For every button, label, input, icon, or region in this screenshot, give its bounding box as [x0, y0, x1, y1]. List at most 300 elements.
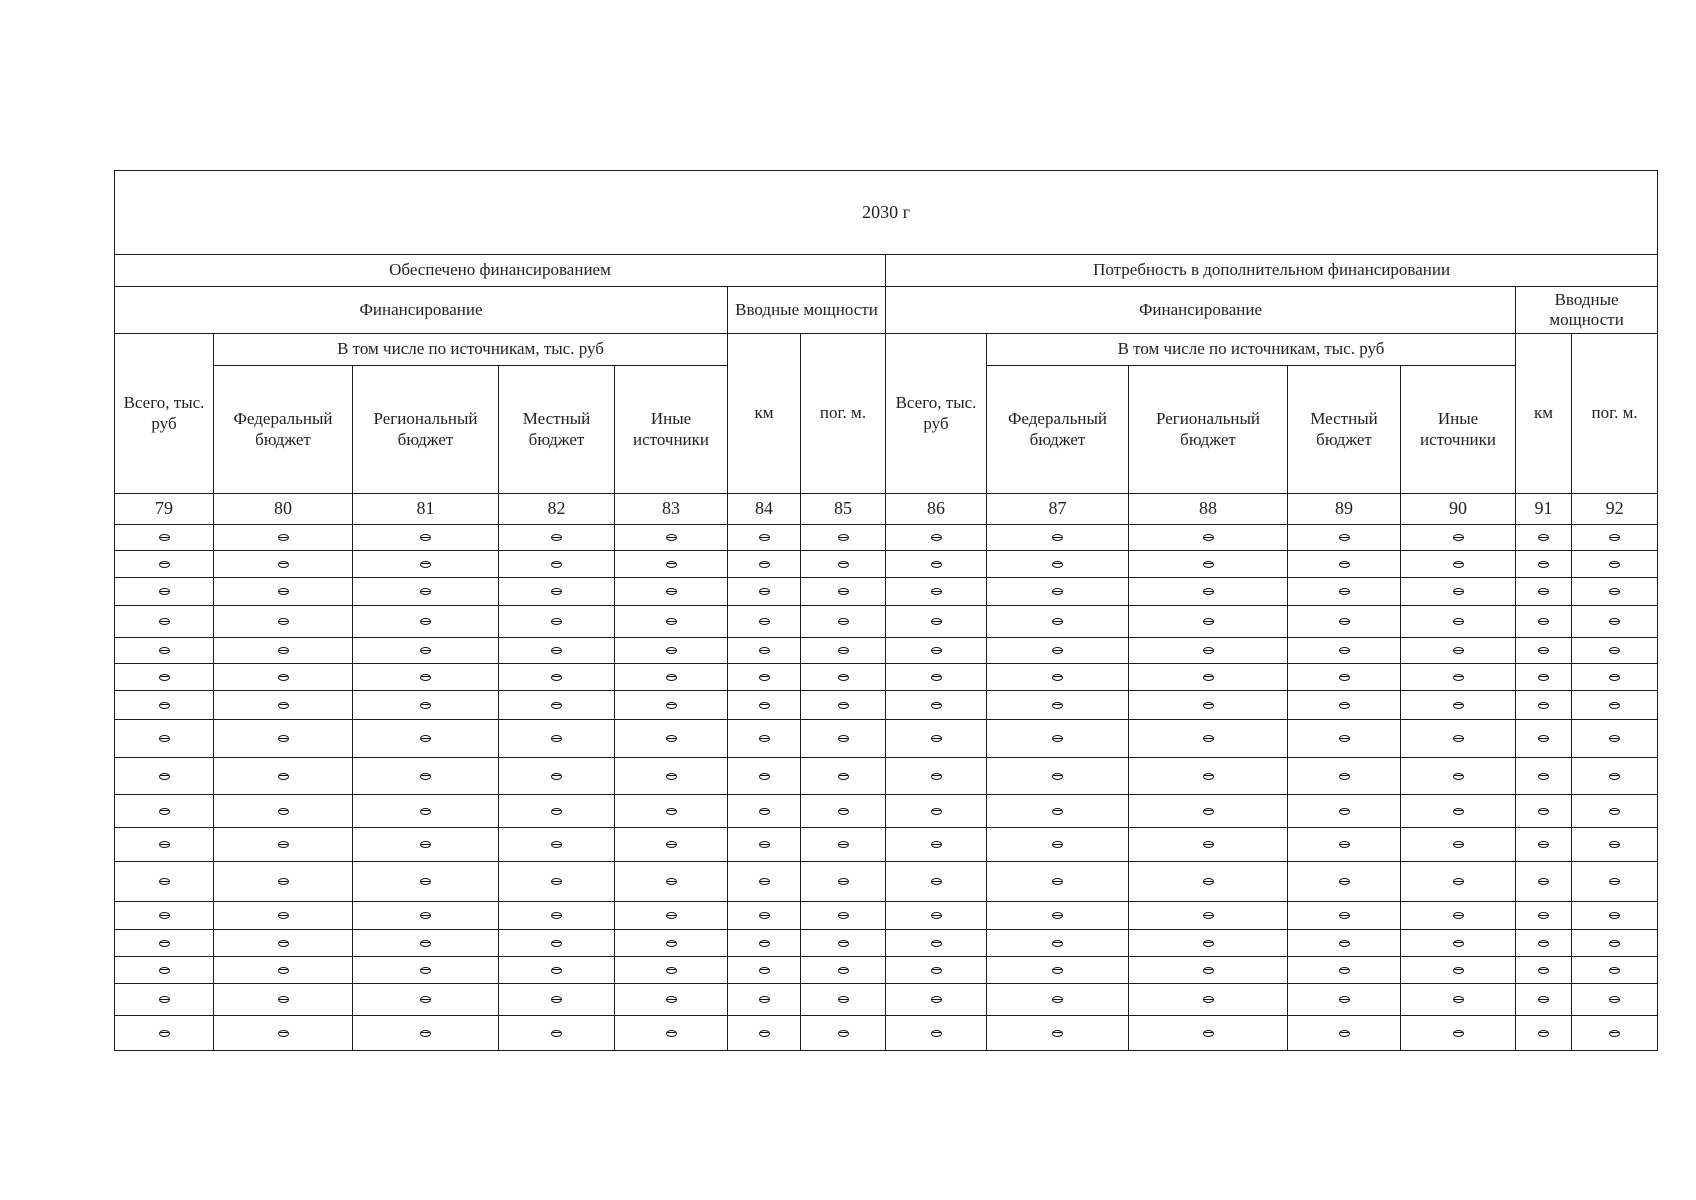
table-cell	[987, 828, 1129, 862]
table-cell	[886, 638, 987, 664]
table-cell	[801, 720, 886, 758]
column-number: 80	[214, 494, 353, 525]
table-row	[115, 578, 1658, 606]
table-cell	[1401, 525, 1516, 551]
dash-value	[838, 647, 849, 654]
dash-value	[838, 561, 849, 568]
dash-value	[159, 735, 170, 742]
dash-value	[1453, 674, 1464, 681]
table-cell	[214, 691, 353, 720]
column-number-row	[115, 494, 1658, 525]
dash-value	[1203, 878, 1214, 885]
table-cell	[728, 551, 801, 578]
table-cell	[1516, 525, 1572, 551]
dash-value	[551, 940, 562, 947]
table-cell	[987, 551, 1129, 578]
column-number: 90	[1401, 494, 1516, 525]
dash-value	[551, 912, 562, 919]
dash-value	[551, 647, 562, 654]
dash-value	[666, 808, 677, 815]
table-cell	[615, 606, 728, 638]
table-row	[115, 828, 1658, 862]
table-cell	[1516, 930, 1572, 957]
dash-value	[931, 808, 942, 815]
dash-value	[551, 996, 562, 1003]
table-cell	[115, 638, 214, 664]
dash-value	[1203, 561, 1214, 568]
financing-header-secured: Финансирование	[115, 287, 728, 334]
column-number: 81	[353, 494, 499, 525]
dash-value	[1339, 561, 1350, 568]
table-cell	[728, 984, 801, 1016]
dash-value	[1538, 878, 1549, 885]
table-cell	[115, 795, 214, 828]
dash-value	[759, 588, 770, 595]
table-cell	[115, 525, 214, 551]
dash-value	[551, 808, 562, 815]
dash-value	[1609, 841, 1620, 848]
column-number: 86	[886, 494, 987, 525]
dash-value	[159, 841, 170, 848]
dash-value	[159, 618, 170, 625]
dash-value	[1203, 996, 1214, 1003]
table-row	[115, 957, 1658, 984]
federal-header-additional: Федеральный бюджет	[987, 366, 1129, 494]
table-cell	[1288, 828, 1401, 862]
table-cell	[214, 720, 353, 758]
dash-value	[838, 674, 849, 681]
table-cell	[499, 758, 615, 795]
table-cell	[1288, 930, 1401, 957]
table-cell	[1288, 606, 1401, 638]
table-cell	[499, 957, 615, 984]
table-cell	[1288, 525, 1401, 551]
dash-value	[420, 674, 431, 681]
dash-value	[1538, 735, 1549, 742]
dash-value	[759, 841, 770, 848]
table-cell	[1572, 862, 1658, 902]
dash-value	[1052, 912, 1063, 919]
table-cell	[1401, 758, 1516, 795]
table-cell	[115, 578, 214, 606]
table-cell	[1572, 638, 1658, 664]
table-cell	[499, 795, 615, 828]
table-cell	[214, 578, 353, 606]
table-cell	[214, 862, 353, 902]
table-cell	[987, 930, 1129, 957]
dash-value	[1339, 588, 1350, 595]
table-cell	[801, 902, 886, 930]
table-cell	[1288, 664, 1401, 691]
table-cell	[615, 957, 728, 984]
dash-value	[1339, 967, 1350, 974]
dash-value	[278, 674, 289, 681]
table-cell	[1288, 957, 1401, 984]
table-row	[115, 691, 1658, 720]
dash-value	[1052, 841, 1063, 848]
dash-value	[420, 808, 431, 815]
table-cell	[499, 664, 615, 691]
dash-value	[551, 674, 562, 681]
dash-value	[931, 996, 942, 1003]
table-cell	[499, 578, 615, 606]
federal-header-secured: Федеральный бюджет	[214, 366, 353, 494]
table-cell	[353, 930, 499, 957]
table-cell	[1129, 862, 1288, 902]
table-cell	[615, 862, 728, 902]
table-cell	[499, 984, 615, 1016]
dash-value	[1453, 647, 1464, 654]
table-cell	[1129, 984, 1288, 1016]
dash-value	[1052, 534, 1063, 541]
table-cell	[115, 664, 214, 691]
dash-value	[931, 618, 942, 625]
table-cell	[728, 795, 801, 828]
dash-value	[159, 534, 170, 541]
table-row	[115, 551, 1658, 578]
dash-value	[551, 1030, 562, 1037]
dash-value	[420, 878, 431, 885]
dash-value	[838, 1030, 849, 1037]
dash-value	[931, 534, 942, 541]
dash-value	[1052, 808, 1063, 815]
dash-value	[1052, 996, 1063, 1003]
dash-value	[1453, 878, 1464, 885]
dash-value	[1203, 773, 1214, 780]
dash-value	[159, 1030, 170, 1037]
table-cell	[987, 664, 1129, 691]
table-cell	[115, 984, 214, 1016]
additional-financing-header: Потребность в дополнительном финансировании	[886, 255, 1658, 287]
dash-value	[666, 674, 677, 681]
dash-value	[666, 996, 677, 1003]
dash-value	[1609, 735, 1620, 742]
dash-value	[420, 940, 431, 947]
dash-value	[1339, 808, 1350, 815]
pog-m-header-additional: пог. м.	[1572, 334, 1658, 494]
table-cell	[801, 957, 886, 984]
table-cell	[1401, 606, 1516, 638]
table-cell	[353, 862, 499, 902]
table-cell	[615, 984, 728, 1016]
dash-value	[278, 773, 289, 780]
table-cell	[1401, 828, 1516, 862]
dash-value	[551, 841, 562, 848]
dash-value	[159, 647, 170, 654]
table-cell	[1129, 795, 1288, 828]
dash-value	[1453, 588, 1464, 595]
dash-value	[838, 841, 849, 848]
dash-value	[1203, 618, 1214, 625]
dash-value	[666, 561, 677, 568]
table-cell	[615, 795, 728, 828]
table-cell	[499, 551, 615, 578]
table-cell	[1288, 795, 1401, 828]
table-cell	[1572, 525, 1658, 551]
dash-value	[1609, 702, 1620, 709]
table-cell	[615, 551, 728, 578]
table-cell	[728, 862, 801, 902]
dash-value	[838, 967, 849, 974]
table-cell	[728, 957, 801, 984]
table-cell	[801, 578, 886, 606]
dash-value	[931, 647, 942, 654]
table-cell	[615, 828, 728, 862]
table-cell	[1401, 957, 1516, 984]
dash-value	[551, 878, 562, 885]
table-cell	[801, 551, 886, 578]
dash-value	[1453, 1030, 1464, 1037]
dash-value	[1538, 773, 1549, 780]
dash-value	[159, 674, 170, 681]
table-cell	[615, 664, 728, 691]
financing-table	[114, 170, 1658, 1051]
table-cell	[615, 638, 728, 664]
table-cell	[214, 525, 353, 551]
table-cell	[886, 1016, 987, 1051]
column-number: 83	[615, 494, 728, 525]
dash-value	[159, 912, 170, 919]
dash-value	[278, 940, 289, 947]
table-cell	[987, 606, 1129, 638]
dash-value	[666, 735, 677, 742]
dash-value	[666, 967, 677, 974]
table-cell	[499, 930, 615, 957]
dash-value	[1339, 674, 1350, 681]
table-row	[115, 606, 1658, 638]
table-cell	[115, 862, 214, 902]
dash-value	[1453, 967, 1464, 974]
dash-value	[1453, 996, 1464, 1003]
dash-value	[931, 773, 942, 780]
table-cell	[1401, 930, 1516, 957]
dash-value	[1339, 618, 1350, 625]
table-cell	[353, 758, 499, 795]
dash-value	[666, 773, 677, 780]
dash-value	[1609, 647, 1620, 654]
dash-value	[1203, 735, 1214, 742]
table-cell	[1401, 902, 1516, 930]
dash-value	[420, 735, 431, 742]
dash-value	[1538, 940, 1549, 947]
dash-value	[1052, 561, 1063, 568]
table-cell	[1288, 862, 1401, 902]
dash-value	[1052, 588, 1063, 595]
table-cell	[728, 758, 801, 795]
table-cell	[115, 606, 214, 638]
table-cell	[1401, 795, 1516, 828]
table-cell	[115, 720, 214, 758]
table-cell	[801, 984, 886, 1016]
dash-value	[1609, 561, 1620, 568]
table-cell	[1401, 862, 1516, 902]
dash-value	[1339, 996, 1350, 1003]
dash-value	[759, 702, 770, 709]
table-row	[115, 758, 1658, 795]
table-cell	[1401, 664, 1516, 691]
table-cell	[615, 930, 728, 957]
dash-value	[1538, 534, 1549, 541]
table-cell	[886, 902, 987, 930]
table-cell	[1288, 638, 1401, 664]
dash-value	[838, 735, 849, 742]
table-cell	[987, 795, 1129, 828]
dash-value	[1052, 735, 1063, 742]
dash-value	[278, 588, 289, 595]
table-cell	[353, 525, 499, 551]
table-row	[115, 1016, 1658, 1051]
other-header-secured: Иные источники	[615, 366, 728, 494]
dash-value	[838, 912, 849, 919]
table-row	[115, 984, 1658, 1016]
table-cell	[1572, 930, 1658, 957]
year-header: 2030 г	[115, 171, 1658, 255]
dash-value	[1339, 940, 1350, 947]
column-number: 89	[1288, 494, 1401, 525]
dash-value	[838, 773, 849, 780]
dash-value	[159, 996, 170, 1003]
dash-value	[1339, 773, 1350, 780]
dash-value	[159, 773, 170, 780]
table-cell	[353, 691, 499, 720]
column-number: 87	[987, 494, 1129, 525]
column-number: 91	[1516, 494, 1572, 525]
dash-value	[931, 588, 942, 595]
table-cell	[1129, 1016, 1288, 1051]
table-cell	[615, 525, 728, 551]
dash-value	[1052, 674, 1063, 681]
dash-value	[1203, 647, 1214, 654]
dash-value	[551, 618, 562, 625]
table-cell	[115, 691, 214, 720]
table-cell	[1572, 758, 1658, 795]
table-cell	[728, 578, 801, 606]
table-cell	[214, 957, 353, 984]
dash-value	[1339, 647, 1350, 654]
dash-value	[420, 561, 431, 568]
secured-financing-header: Обеспечено финансированием	[115, 255, 886, 287]
table-cell	[1572, 720, 1658, 758]
table-cell	[214, 1016, 353, 1051]
table-cell	[886, 551, 987, 578]
dash-value	[759, 773, 770, 780]
dash-value	[1538, 588, 1549, 595]
table-cell	[115, 1016, 214, 1051]
dash-value	[838, 702, 849, 709]
dash-value	[838, 588, 849, 595]
dash-value	[278, 647, 289, 654]
table-cell	[499, 691, 615, 720]
dash-value	[759, 967, 770, 974]
dash-value	[759, 561, 770, 568]
table-cell	[1516, 902, 1572, 930]
table-cell	[987, 902, 1129, 930]
dash-value	[551, 561, 562, 568]
dash-value	[551, 967, 562, 974]
table-cell	[499, 902, 615, 930]
dash-value	[159, 561, 170, 568]
dash-value	[759, 674, 770, 681]
table-cell	[987, 758, 1129, 795]
table-cell	[1129, 638, 1288, 664]
table-cell	[728, 525, 801, 551]
table-cell	[728, 638, 801, 664]
table-cell	[886, 691, 987, 720]
dash-value	[759, 1030, 770, 1037]
table-cell	[1401, 1016, 1516, 1051]
dash-value	[931, 912, 942, 919]
dash-value	[1052, 878, 1063, 885]
dash-value	[420, 996, 431, 1003]
column-number: 84	[728, 494, 801, 525]
dash-value	[551, 773, 562, 780]
table-cell	[801, 664, 886, 691]
dash-value	[1203, 1030, 1214, 1037]
dash-value	[551, 588, 562, 595]
dash-value	[1453, 618, 1464, 625]
column-number: 92	[1572, 494, 1658, 525]
table-cell	[353, 664, 499, 691]
table-cell	[1572, 795, 1658, 828]
dash-value	[838, 878, 849, 885]
table-cell	[728, 664, 801, 691]
table-cell	[499, 638, 615, 664]
table-cell	[1129, 691, 1288, 720]
dash-value	[666, 841, 677, 848]
dash-value	[931, 878, 942, 885]
table-cell	[1401, 720, 1516, 758]
column-number: 82	[499, 494, 615, 525]
table-cell	[499, 862, 615, 902]
table-cell	[499, 525, 615, 551]
by-sources-header-additional: В том числе по источникам, тыс. руб	[987, 334, 1516, 366]
dash-value	[278, 841, 289, 848]
dash-value	[1538, 967, 1549, 974]
table-cell	[801, 758, 886, 795]
table-cell	[615, 902, 728, 930]
dash-value	[420, 967, 431, 974]
dash-value	[1538, 996, 1549, 1003]
table-cell	[886, 758, 987, 795]
pog-m-header-secured: пог. м.	[801, 334, 886, 494]
dash-value	[1538, 841, 1549, 848]
dash-value	[278, 808, 289, 815]
table-cell	[1129, 828, 1288, 862]
table-cell	[615, 1016, 728, 1051]
table-cell	[1516, 862, 1572, 902]
km-header-secured: км	[728, 334, 801, 494]
table-cell	[1401, 638, 1516, 664]
table-cell	[1129, 606, 1288, 638]
dash-value	[666, 912, 677, 919]
dash-value	[1538, 618, 1549, 625]
table-cell	[214, 795, 353, 828]
dash-value	[1339, 534, 1350, 541]
dash-value	[838, 534, 849, 541]
table-cell	[1129, 957, 1288, 984]
table-cell	[886, 795, 987, 828]
table-cell	[214, 930, 353, 957]
dash-value	[1609, 940, 1620, 947]
table-cell	[728, 720, 801, 758]
table-cell	[1572, 984, 1658, 1016]
table-cell	[353, 957, 499, 984]
dash-value	[278, 534, 289, 541]
table-cell	[1572, 664, 1658, 691]
table-cell	[499, 606, 615, 638]
table-cell	[353, 606, 499, 638]
dash-value	[420, 647, 431, 654]
